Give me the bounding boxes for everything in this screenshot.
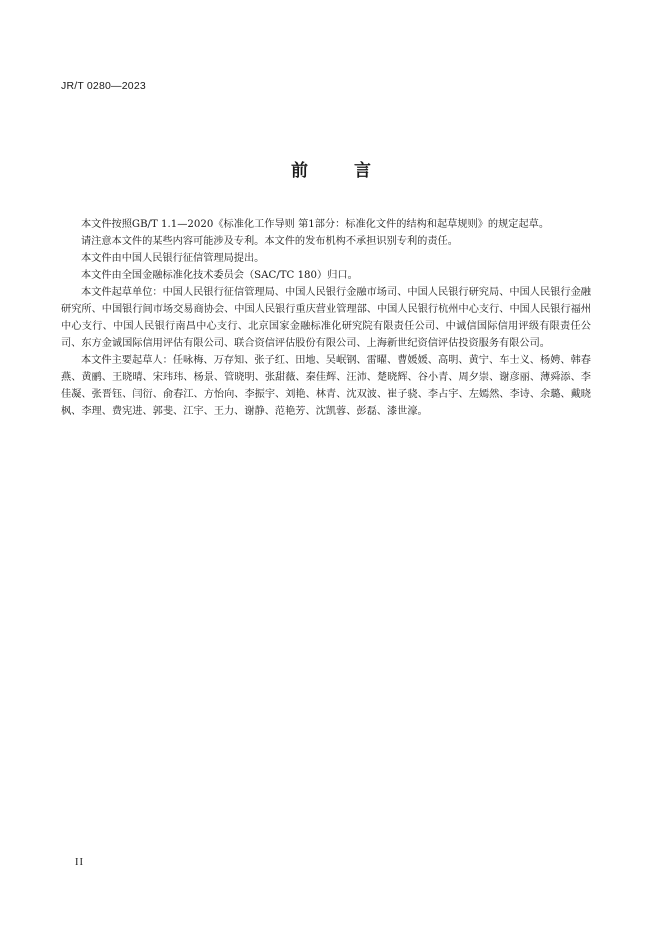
- standard-code: JR/T 0280—2023: [61, 80, 146, 92]
- paragraph-drafting-rules: 本文件按照GB/T 1.1—2020《标准化工作导则 第1部分：标准化文件的结构和起草规则》的规定起草。: [81, 219, 550, 230]
- paragraph-patent-notice: 请注意本文件的某些内容可能涉及专利。本文件的发布机构不承担识别专利的责任。: [81, 236, 458, 247]
- foreword-body: [61, 216, 591, 420]
- page-number: II: [75, 857, 84, 868]
- page-title: 前 言: [291, 161, 391, 181]
- paragraph-committee: 本文件由全国金融标准化技术委员会（SAC/TC 180）归口。: [81, 270, 358, 281]
- paragraph-proposer: 本文件由中国人民银行征信管理局提出。: [81, 253, 265, 264]
- paragraph-drafting-units: 本文件起草单位：中国人民银行征信管理局、中国人民银行金融市场司、中国人民银行研究局、中国人民银行金融研究所、中国银行间市场交易商协会、中国人民银行重庆营业管理部、中国人民银行杭州中心支行、中国人民银行福州中心支行、中国人民银行南昌中心支行、北京国家金融标准化研究院有限责任公司、中诚信国际信用评级有限责任公司、东方金诚国际信用评估有限公司、联合资信评估股份有限公司、上海新世纪资信评估投资服务有限公司。: [61, 287, 591, 349]
- paragraph-drafters: 本文件主要起草人：任咏梅、万存知、张子红、田地、吴岷钢、雷曜、曹媛媛、高明、黄宁、车士义、杨娉、韩春燕、黄鹂、王晓晴、宋玮玮、杨景、管晓明、张甜薇、秦佳辉、汪沛、楚晓辉、谷小青、周夕崇、谢彦丽、薄舜添、李佳凝、张晋钰、闫衍、俞春江、方怡向、李振宇、刘艳、林青、沈双波、崔子骁、李占宇、左嫣然、李诗、余璐、戴晓枫、李理、费宪进、郭斐、江宇、王力、谢静、范艳芳、沈凯蓉、彭磊、漆世濠。: [61, 355, 591, 417]
